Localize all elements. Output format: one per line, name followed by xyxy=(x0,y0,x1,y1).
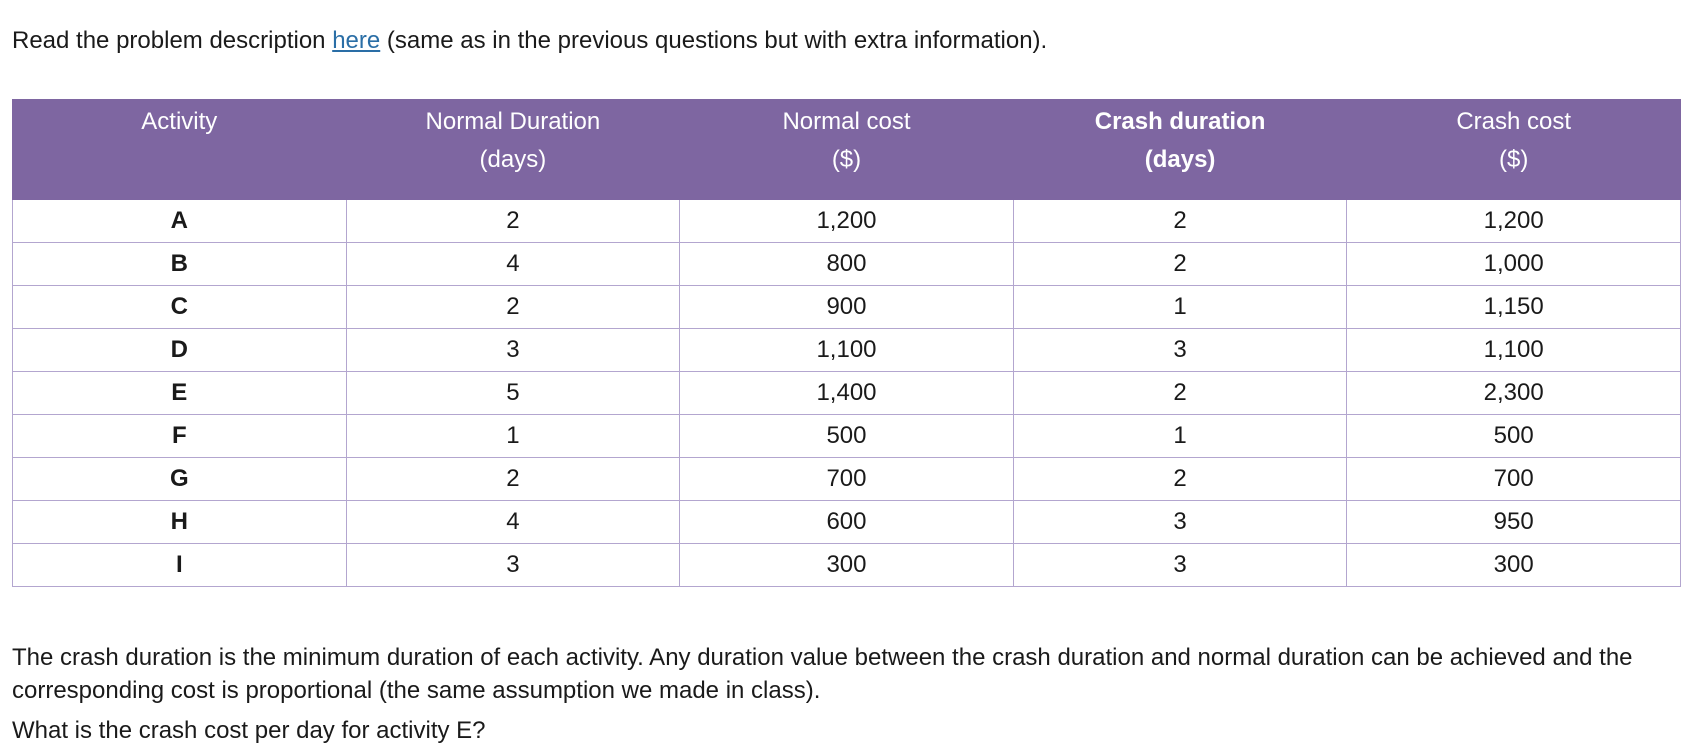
cell-activity: F xyxy=(13,415,347,458)
header-activity: Activity xyxy=(13,100,347,200)
header-crash-duration: Crash duration (days) xyxy=(1013,100,1347,200)
cell-crash-cost: 700 xyxy=(1347,458,1681,501)
cell-normal-duration: 4 xyxy=(346,501,680,544)
cell-crash-cost: 1,100 xyxy=(1347,329,1681,372)
cell-crash-cost: 1,150 xyxy=(1347,286,1681,329)
cell-activity: B xyxy=(13,243,347,286)
cell-crash-duration: 2 xyxy=(1013,200,1347,243)
cell-normal-cost: 900 xyxy=(680,286,1014,329)
table-row xyxy=(13,286,1681,329)
question-text: What is the crash cost per day for activity E? xyxy=(12,717,486,744)
problem-description-link[interactable]: here xyxy=(332,27,381,54)
cell-normal-duration: 3 xyxy=(346,329,680,372)
header-normal-duration: Normal Duration (days) xyxy=(346,100,680,200)
cell-crash-cost: 1,000 xyxy=(1347,243,1681,286)
cell-crash-cost: 500 xyxy=(1347,415,1681,458)
cell-crash-duration: 3 xyxy=(1013,544,1347,587)
cell-crash-cost: 300 xyxy=(1347,544,1681,587)
table-row xyxy=(13,243,1681,286)
cell-normal-cost: 600 xyxy=(680,501,1014,544)
activity-table xyxy=(12,99,1681,587)
cell-activity: A xyxy=(13,200,347,243)
table-row xyxy=(13,458,1681,501)
cell-normal-duration: 2 xyxy=(346,458,680,501)
cell-normal-cost: 300 xyxy=(680,544,1014,587)
header-normal-cost: Normal cost ($) xyxy=(680,100,1014,200)
cell-crash-cost: 2,300 xyxy=(1347,372,1681,415)
cell-crash-duration: 2 xyxy=(1013,372,1347,415)
cell-crash-duration: 2 xyxy=(1013,458,1347,501)
cell-activity: I xyxy=(13,544,347,587)
cell-activity: D xyxy=(13,329,347,372)
cell-normal-cost: 700 xyxy=(680,458,1014,501)
intro-before: Read the problem description xyxy=(12,27,333,54)
cell-normal-duration: 3 xyxy=(346,544,680,587)
cell-crash-duration: 1 xyxy=(1013,286,1347,329)
cell-normal-cost: 1,200 xyxy=(680,200,1014,243)
cell-normal-duration: 1 xyxy=(346,415,680,458)
cell-normal-cost: 1,400 xyxy=(680,372,1014,415)
table-header-row xyxy=(13,100,1681,200)
cell-crash-duration: 3 xyxy=(1013,329,1347,372)
cell-normal-duration: 2 xyxy=(346,200,680,243)
intro-text xyxy=(12,26,1047,56)
cell-normal-cost: 500 xyxy=(680,415,1014,458)
cell-normal-duration: 4 xyxy=(346,243,680,286)
table-row xyxy=(13,544,1681,587)
intro-after: (same as in the previous questions but with extra information). xyxy=(380,27,1048,54)
table-row xyxy=(13,329,1681,372)
cell-activity: E xyxy=(13,372,347,415)
cell-activity: H xyxy=(13,501,347,544)
cell-crash-duration: 2 xyxy=(1013,243,1347,286)
cell-normal-cost: 1,100 xyxy=(680,329,1014,372)
cell-crash-duration: 3 xyxy=(1013,501,1347,544)
table-row xyxy=(13,200,1681,243)
table-row xyxy=(13,372,1681,415)
table-row xyxy=(13,501,1681,544)
cell-normal-cost: 800 xyxy=(680,243,1014,286)
cell-normal-duration: 5 xyxy=(346,372,680,415)
header-crash-cost: Crash cost ($) xyxy=(1347,100,1681,200)
assumption-note: The crash duration is the minimum duration of each activity. Any duration value between the crash duration and normal duration can be achieved and the corresponding cost is proportional (the same assumption we made in class). xyxy=(12,644,1633,704)
cell-crash-cost: 1,200 xyxy=(1347,200,1681,243)
cell-activity: C xyxy=(13,286,347,329)
cell-activity: G xyxy=(13,458,347,501)
cell-crash-cost: 950 xyxy=(1347,501,1681,544)
table-row xyxy=(13,415,1681,458)
cell-normal-duration: 2 xyxy=(346,286,680,329)
cell-crash-duration: 1 xyxy=(1013,415,1347,458)
